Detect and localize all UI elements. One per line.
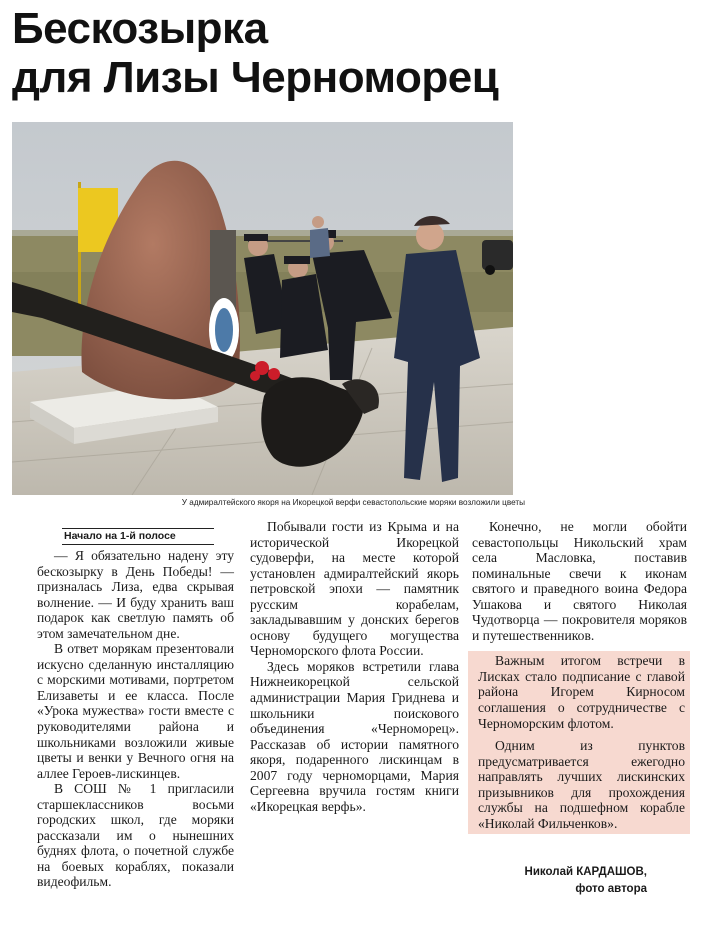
paragraph: Важным итогом встречи в Лисках стало подписание с главой района Игорем Кирносом соглашения о сотрудничестве с Черноморским флотом. <box>478 653 685 731</box>
paragraph: Конечно, не могли обойти севастопольцы Никольский храм села Масловка, поставив поминальные свечи к иконам святого и праведного воина Федора Ушакова и святого Николая Чудотворца — покровителя моряков и путешественников. <box>472 519 687 643</box>
headline-line-1: Бескозырка <box>12 4 268 53</box>
photo-caption: У адмиралтейского якоря на Икорецкой верфи севастопольские моряки возложили цветы <box>181 498 525 507</box>
paragraph: Побывали гости из Крыма и на исторической Икорецкой судоверфи, на месте которой установлен адмиралтейский якорь петровской эпохи — памятник русским корабелам, закладывавшим у донских берегов основу будущего могущества Черноморского флота России. <box>250 519 459 659</box>
article-photo <box>12 122 513 495</box>
paragraph: В СОШ № 1 пригласили старшеклассников восьми городских школ, где моряки рассказали им о нынешних буднях флота, о почетной службе на боевых кораблях, показали видеофильм. <box>37 781 234 890</box>
paragraph: Здесь моряков встретили глава Нижнеикорецкой сельской администрации Мария Гриднева и школьники поискового объединения «Черноморец». Рассказав об истории памятного якоря, подаренного лискинцам в 2007 году черноморцами, Мария Сергеевна вручила гостям книги «Икорецкая верфь». <box>250 658 459 814</box>
paragraph: — Я обязательно надену эту бескозырку в День Победы! — призналась Лиза, едва скрывая волнение. — И буду хранить ваш подарок как светлую память об этом замечательном дне. <box>37 548 234 641</box>
article-column-3 <box>472 519 687 834</box>
paragraph: Одним из пунктов предусматривается ежегодно направлять лучших лискинских призывников для прохождения службы на подшефном корабле «Николай Фильченков». <box>478 738 685 831</box>
headline-line-2: для Лизы Черноморец <box>12 53 499 102</box>
article-column-1 <box>37 519 234 890</box>
continuation-label: Начало на 1-й полосе <box>62 528 214 545</box>
article-column-2 <box>250 519 459 814</box>
author-credit <box>472 864 647 898</box>
headline <box>12 4 702 102</box>
photo-credit: фото автора <box>575 883 647 895</box>
highlighted-block <box>468 651 690 834</box>
paragraph: В ответ морякам презентовали искусно сделанную инсталляцию с морскими мотивами, портретом Елизаветы и ее класса. После «Урока мужества» гости вместе с руководителями района и школьниками возложили живые цветы и венки у Вечного огня на аллее Героев-лискинцев. <box>37 641 234 781</box>
memorial-anchor-photo-icon <box>12 122 513 495</box>
author-name: Николай КАРДАШОВ, <box>524 866 647 878</box>
